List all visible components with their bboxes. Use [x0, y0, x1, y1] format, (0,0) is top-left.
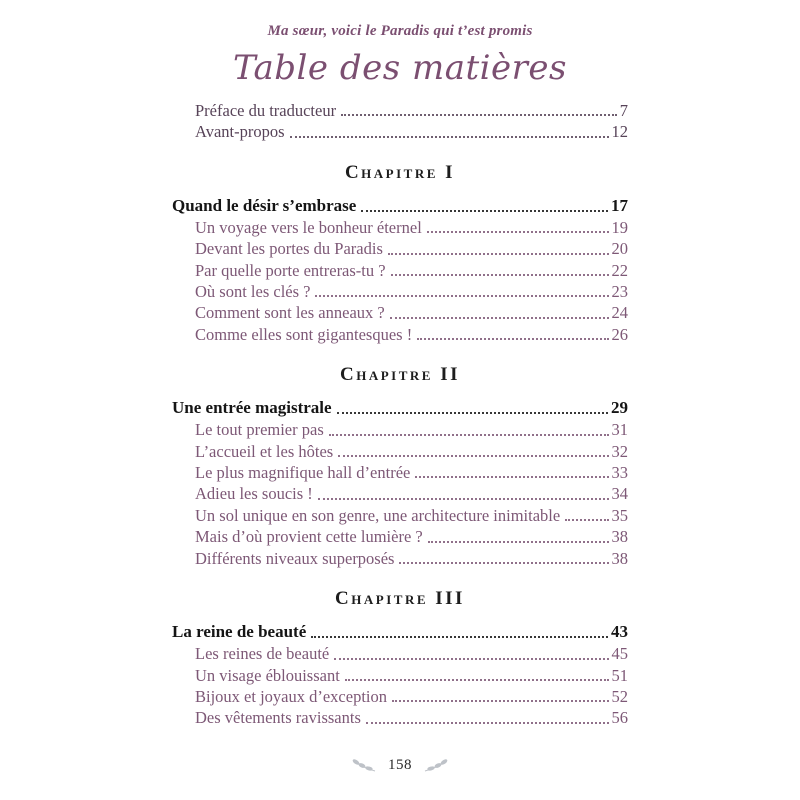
toc-sub-entry-row — [172, 686, 628, 707]
toc-entry-page-number: 23 — [611, 282, 628, 302]
laurel-sprig-right-icon — [423, 758, 449, 773]
laurel-sprig-left-icon — [351, 758, 377, 773]
toc-entry-page-number: 31 — [611, 420, 628, 440]
toc-front-matter-row — [172, 100, 628, 121]
toc-entry-page-number: 38 — [611, 548, 628, 568]
dot-leader — [388, 253, 609, 255]
dot-leader — [565, 519, 608, 521]
toc-sub-entry-row — [172, 324, 628, 345]
toc-entry-page-number: 19 — [611, 217, 628, 237]
dot-leader — [415, 476, 608, 478]
toc-entry-page-number: 35 — [611, 505, 628, 525]
toc-entry-page-number: 38 — [611, 527, 628, 547]
toc-sub-entry-row — [172, 238, 628, 259]
dot-leader — [399, 562, 608, 564]
toc-entry-label: Les reines de beauté — [195, 644, 330, 664]
toc-entry-label: L’accueil et les hôtes — [195, 441, 334, 461]
toc-entry-label: Des vêtements ravissants — [195, 708, 361, 728]
toc-entry-page-number: 20 — [611, 239, 628, 259]
toc-entry-page-number: 43 — [611, 622, 628, 642]
toc-sub-entry-row — [172, 260, 628, 281]
toc-entry-label: La reine de beauté — [172, 622, 307, 642]
dot-leader — [341, 114, 617, 116]
dot-leader — [338, 455, 608, 457]
dot-leader — [390, 317, 609, 319]
toc-entry-page-number: 32 — [611, 441, 628, 461]
toc-entry-label: Où sont les clés ? — [195, 282, 311, 302]
toc-chapter-title-row — [172, 621, 628, 643]
page-title: Table des matières — [232, 48, 567, 88]
page-footer — [0, 757, 800, 774]
toc-entry-label: Devant les portes du Paradis — [195, 239, 383, 259]
toc-sub-entry-row — [172, 526, 628, 547]
dot-leader — [334, 658, 608, 660]
toc-sub-entry-row — [172, 483, 628, 504]
toc-sub-entry-row — [172, 707, 628, 728]
dot-leader — [417, 338, 608, 340]
toc-chapter-title-row — [172, 195, 628, 217]
chapter-heading-2: Chapitre II — [340, 364, 460, 386]
table-of-contents — [172, 100, 628, 729]
toc-sub-entry-row — [172, 302, 628, 323]
dot-leader — [366, 722, 609, 724]
dot-leader — [428, 541, 609, 543]
toc-entry-page-number: 17 — [611, 195, 628, 215]
toc-entry-label: Comme elles sont gigantesques ! — [195, 324, 413, 344]
toc-sub-entry-row — [172, 665, 628, 686]
toc-entry-label: Le tout premier pas — [195, 420, 324, 440]
toc-entry-page-number: 7 — [619, 101, 628, 120]
dot-leader — [329, 434, 609, 436]
toc-sub-entry-row — [172, 643, 628, 664]
dot-leader — [337, 412, 608, 414]
toc-sub-entry-row — [172, 505, 628, 526]
dot-leader — [391, 274, 609, 276]
dot-leader — [345, 679, 609, 681]
dot-leader — [315, 295, 608, 297]
dot-leader — [427, 231, 609, 233]
toc-entry-page-number: 24 — [611, 303, 628, 323]
toc-entry-page-number: 34 — [611, 484, 628, 504]
toc-sub-entry-row — [172, 217, 628, 238]
toc-entry-label: Par quelle porte entreras-tu ? — [195, 260, 386, 280]
toc-entry-label: Comment sont les anneaux ? — [195, 303, 385, 323]
dot-leader — [392, 700, 609, 702]
toc-entry-label: Le plus magnifique hall d’entrée — [195, 463, 411, 483]
toc-chapter-title-row — [172, 397, 628, 419]
running-header: Ma sœur, voici le Paradis qui t’est promis — [267, 23, 533, 39]
toc-entry-page-number: 12 — [611, 122, 628, 142]
toc-entry-label: Avant-propos — [195, 122, 285, 142]
toc-entry-label: Un voyage vers le bonheur éternel — [195, 217, 422, 237]
toc-entry-page-number: 56 — [611, 708, 628, 728]
toc-entry-page-number: 26 — [611, 324, 628, 344]
toc-entry-label: Bijoux et joyaux d’exception — [195, 686, 387, 706]
toc-sub-entry-row — [172, 441, 628, 462]
toc-sub-entry-row — [172, 281, 628, 302]
toc-entry-page-number: 45 — [611, 644, 628, 664]
dot-leader — [290, 136, 609, 138]
toc-entry-label: Un sol unique en son genre, une architecture inimitable — [195, 505, 561, 525]
toc-front-matter-row — [172, 121, 628, 142]
toc-entry-page-number: 33 — [611, 463, 628, 483]
toc-sub-entry-row — [172, 419, 628, 440]
toc-entry-label: Quand le désir s’embrase — [172, 195, 357, 215]
toc-entry-page-number: 22 — [611, 260, 628, 280]
toc-sub-entry-row — [172, 462, 628, 483]
chapter-heading-1: Chapitre I — [344, 161, 456, 183]
toc-entry-page-number: 52 — [611, 686, 628, 706]
dot-leader — [318, 498, 609, 500]
dot-leader — [361, 210, 608, 212]
toc-entry-label: Une entrée magistrale — [172, 398, 332, 418]
toc-entry-label: Différents niveaux superposés — [195, 548, 395, 568]
toc-entry-label: Mais d’où provient cette lumière ? — [195, 527, 423, 547]
toc-entry-page-number: 51 — [611, 665, 628, 685]
front-matter — [172, 100, 628, 143]
chapters — [172, 162, 628, 729]
toc-entry-label: Préface du traducteur — [195, 101, 337, 120]
toc-entry-label: Adieu les soucis ! — [195, 484, 313, 504]
chapter-heading-3: Chapitre III — [335, 588, 465, 610]
toc-entry-label: Un visage éblouissant — [195, 665, 340, 685]
page-number: 158 — [388, 757, 412, 773]
dot-leader — [311, 636, 608, 638]
toc-sub-entry-row — [172, 548, 628, 569]
toc-entry-page-number: 29 — [611, 398, 628, 418]
